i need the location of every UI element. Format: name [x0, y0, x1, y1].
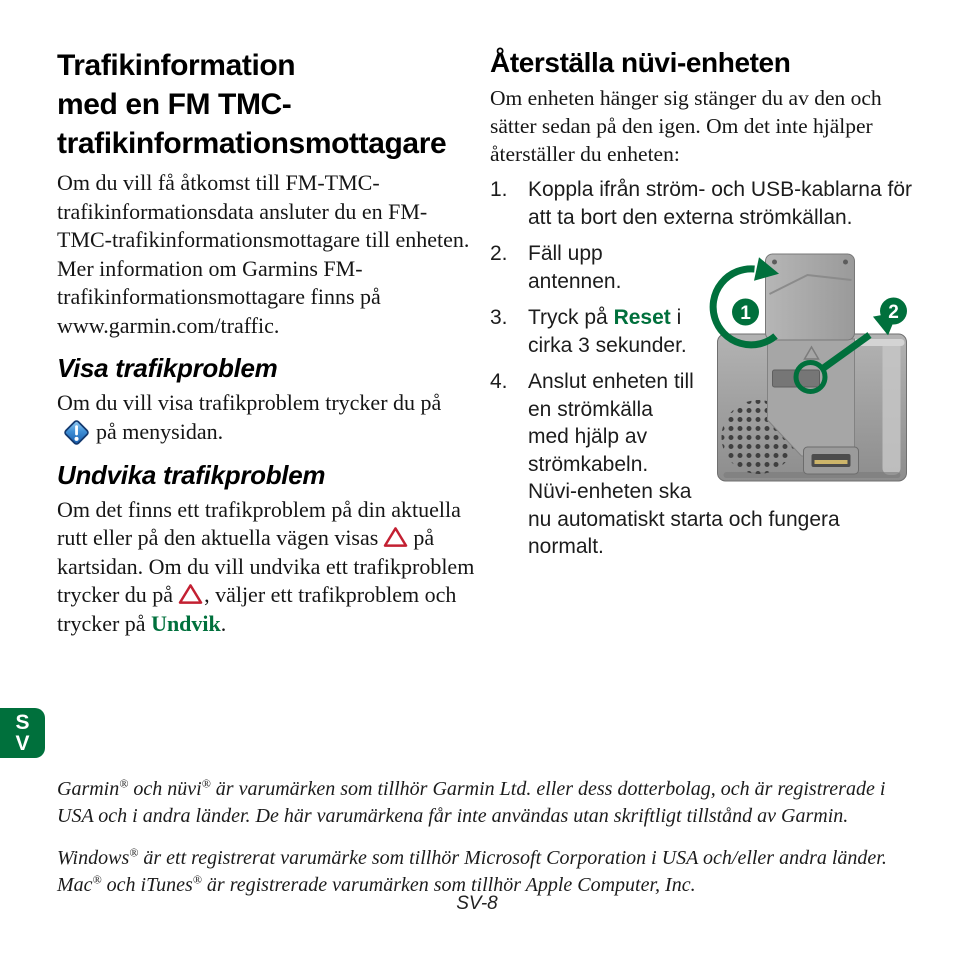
footer-text: är ett registrerat varumärke som tillhör Microsoft Corporation i USA och/eller andra länder. Mac [57, 847, 887, 896]
callout-1-number: 1 [740, 303, 751, 324]
step-text: Fäll upp antennen. [528, 242, 622, 293]
step-number: 2. [490, 242, 508, 265]
nuvi-device-illustration [699, 244, 920, 494]
body-text: , väljer ett trafikproblem och trycker på [57, 582, 457, 636]
antenna-screw [772, 260, 777, 265]
body-text: . [220, 610, 227, 636]
registered-mark: ® [92, 872, 102, 887]
heading-line: Trafikinformation [57, 49, 296, 82]
registered-mark: ® [129, 845, 139, 860]
avoid-traffic-body [57, 496, 477, 639]
step-text: Koppla ifrån ström- och USB-kablarna för att ta bort den externa strömkällan. [528, 178, 912, 229]
avoid-traffic-heading: Undvika trafikproblem [57, 459, 326, 490]
traffic-section-body: Om du vill få åtkomst till FM-TMC-trafikinformationsdata ansluter du en FM-TMC-trafikinformationsmottagare till enheten. Mer information om Garmins FM-trafikinformationsmottagare finns på www.garmin.com/traffic. [57, 170, 470, 338]
step-text: Tryck på [528, 306, 614, 329]
step-text: i cirka 3 sekunder. [528, 306, 687, 357]
language-tab-letter: S [15, 711, 30, 734]
footer-text: är registrerade varumärken som tillhör Apple Computer, Inc. [201, 874, 696, 896]
device-edge-highlight [883, 340, 901, 475]
heading-line: med en FM TMC- [57, 88, 292, 121]
registered-mark: ® [192, 872, 202, 887]
warning-triangle-icon [178, 583, 203, 605]
view-traffic-body [57, 389, 477, 447]
body-text: Om du vill visa trafikproblem trycker du på [57, 390, 442, 415]
warning-triangle-icon [383, 526, 408, 548]
step-item-1 [490, 176, 920, 231]
page-number: SV-8 [456, 893, 498, 914]
reset-section-intro: Om enheten hänger sig stänger du av den och sätter sedan på den igen. Om det inte hjälper återställer du enheten: [490, 86, 882, 166]
antenna-screw [843, 260, 848, 265]
registered-mark: ® [201, 776, 211, 791]
trademark-footer [57, 776, 907, 899]
body-text: Om det finns ett trafikproblem på din aktuella rutt eller på den aktuella vägen visas [57, 496, 461, 550]
traffic-diamond-exclamation-icon [62, 418, 91, 447]
heading-line: trafikinformationsmottagare [57, 127, 447, 160]
footer-text: och iTunes [101, 874, 193, 896]
footer-text: är varumärken som tillhör Garmin Ltd. eller dess dotterbolag, och är registrerade i USA och i andra länder. De här varumärkena får inte användas utan skriftligt tillstånd av Garmin. [57, 778, 886, 827]
step-number: 4. [490, 370, 508, 393]
footer-text: Garmin [57, 778, 120, 800]
callout-2-number: 2 [888, 302, 899, 323]
left-column [57, 46, 477, 638]
nuvi-back-view-figure [699, 244, 920, 494]
footer-text: Windows [57, 847, 130, 869]
reset-section-heading: Återställa nüvi-enheten [490, 47, 791, 78]
right-column [490, 46, 920, 570]
body-text: på menysidan. [96, 418, 224, 444]
registered-mark: ® [119, 776, 129, 791]
body-text: på kartsidan. Om du vill undvika ett trafikproblem trycker du på [57, 525, 475, 607]
garmin-trademark-notice [57, 776, 907, 830]
avoid-button-label: Undvik [151, 610, 221, 636]
step-number: 1. [490, 178, 508, 201]
step-text: Anslut enheten till en strömkälla med hjälp av strömkabeln. Nüvi-enheten ska nu automatiskt starta och fungera normalt. [528, 370, 840, 558]
language-tab-letter: V [15, 732, 30, 755]
antenna-flap [766, 254, 855, 340]
step-number: 3. [490, 306, 508, 329]
connector-pins [815, 460, 848, 464]
traffic-section-heading [57, 46, 477, 163]
windows-apple-trademark-notice [57, 845, 907, 899]
reset-steps-list [490, 176, 920, 561]
language-tab-sv [0, 708, 45, 758]
reset-button-label: Reset [613, 306, 671, 329]
footer-text: och nüvi [128, 778, 202, 800]
view-traffic-heading: Visa trafikproblem [57, 353, 278, 383]
